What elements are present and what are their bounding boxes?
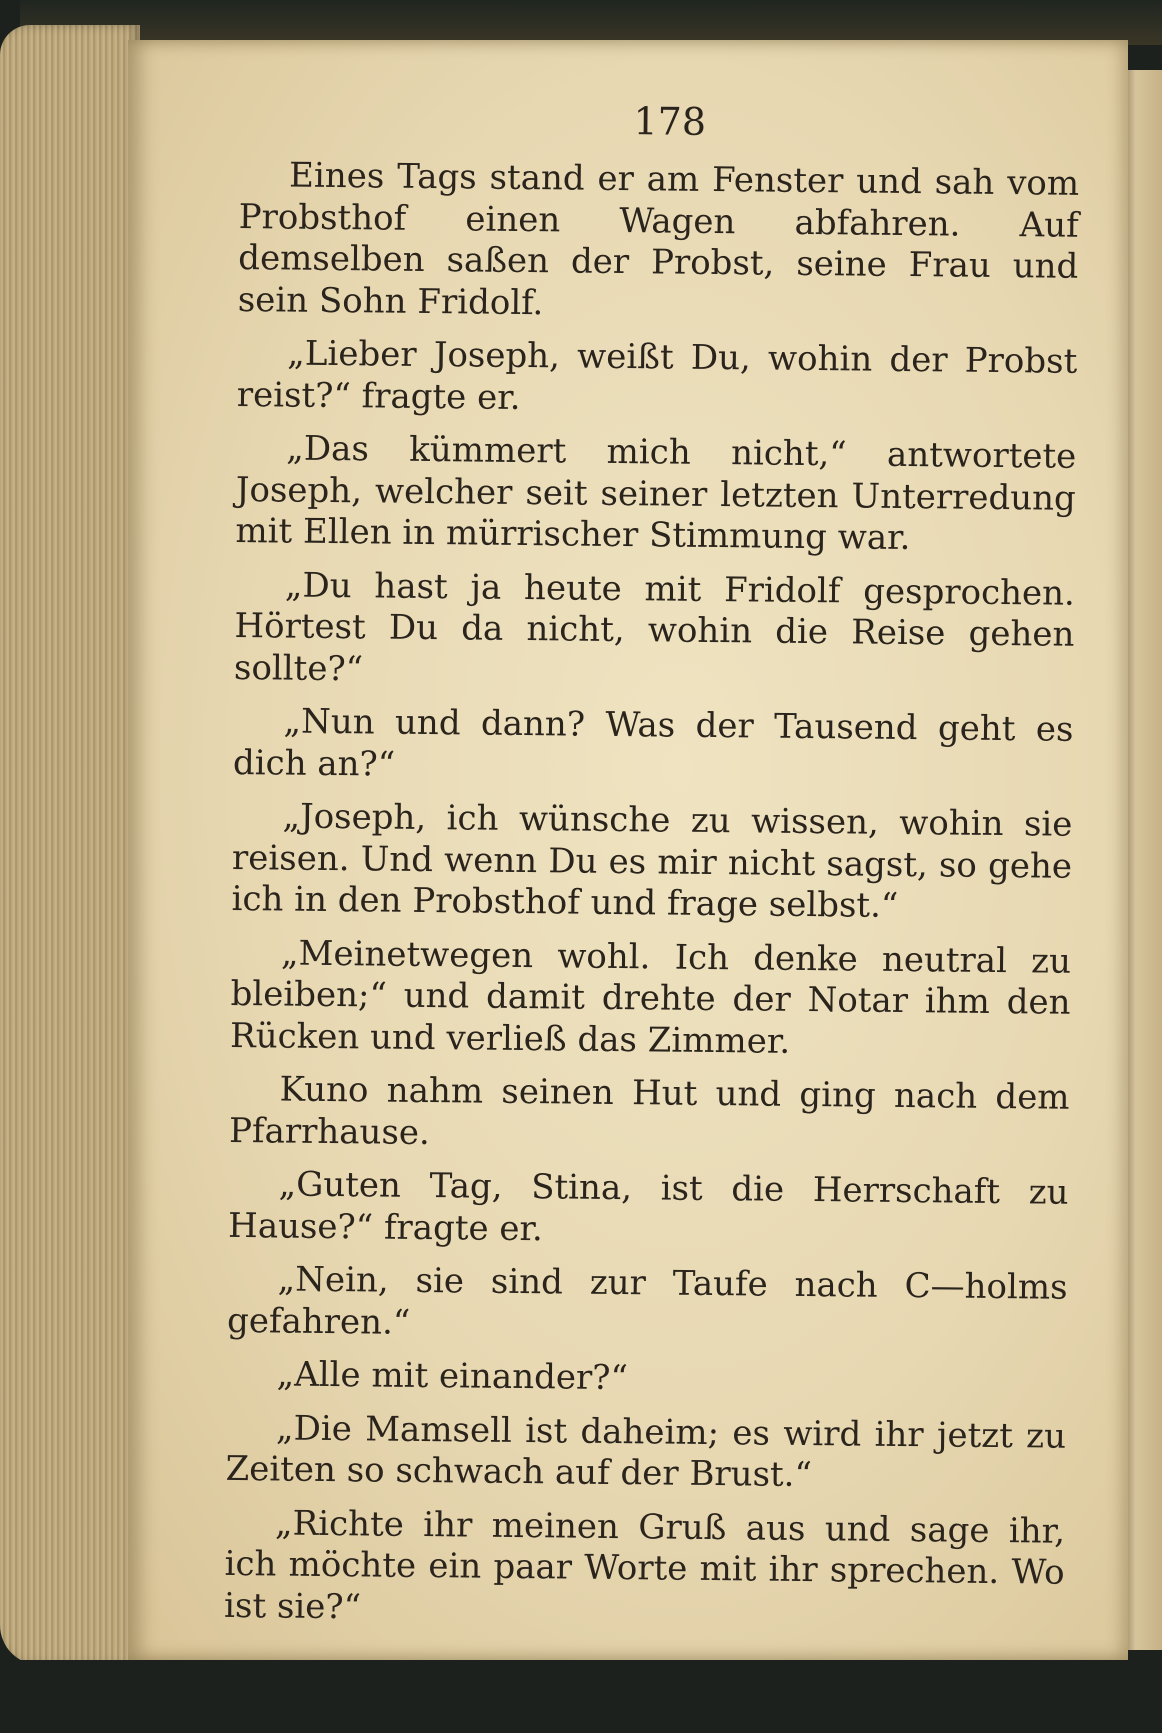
paragraph: Eines Tags stand er am Fenster und sah vom Probsthof einen Wagen abfahren. Auf demselben saßen der Probst, seine Frau und sein Sohn Fridolf. xyxy=(237,155,1080,323)
paragraph: „Guten Tag, Stina, ist die Herrschaft zu Hause?“ fragte er. xyxy=(227,1164,1069,1249)
paragraph: „Richte ihr meinen Gruß aus und sage ihr, ich möchte ein paar Worte mit ihr sprechen. Wo ist sie?“ xyxy=(223,1502,1066,1627)
paragraph: „Du hast ja heute mit Fridolf gesprochen. Hörtest Du da nicht, wohin die Reise gehen sollte?“ xyxy=(233,564,1076,689)
paragraph: „Joseph, ich wünsche zu wissen, wohin sie reisen. Und wenn Du es mir nicht sagst, so gehe ich in den Probsthof und frage selbst.“ xyxy=(231,796,1073,926)
book-cover-bottom xyxy=(0,1660,1162,1733)
paragraph: „Alle mit einander?“ xyxy=(276,1354,629,1399)
page-text xyxy=(224,95,1080,1648)
paragraph: Kuno nahm seinen Hut und ging nach dem Pfarrhause. xyxy=(228,1069,1070,1153)
page-stack-edge xyxy=(0,25,140,1665)
paragraph: „Nein, sie sind zur Taufe nach C—holms gefahren.“ xyxy=(226,1259,1068,1343)
paragraph: „Die Mamsell ist daheim; es wird ihr jetzt zu Zeiten so schwach auf der Brust.“ xyxy=(225,1407,1067,1496)
page-number: 178 xyxy=(633,99,707,144)
paragraph: „Lieber Joseph, weißt Du, wohin der Probst reist?“ fragte er. xyxy=(236,333,1078,418)
paragraph: „Das kümmert mich nicht,“ antwortete Joseph, welcher seit seiner letzten Unterredung mit Ellen in mürrischer Stimmung war. xyxy=(235,428,1077,559)
paragraph: „Nun und dann? Was der Tausend geht es dich an?“ xyxy=(232,701,1074,785)
book-cover-top xyxy=(20,0,1162,45)
paragraph: „Meinetwegen wohl. Ich denke neutral zu bleiben;“ und damit drehte der Notar ihm den Rücken und verließ das Zimmer. xyxy=(229,932,1072,1062)
